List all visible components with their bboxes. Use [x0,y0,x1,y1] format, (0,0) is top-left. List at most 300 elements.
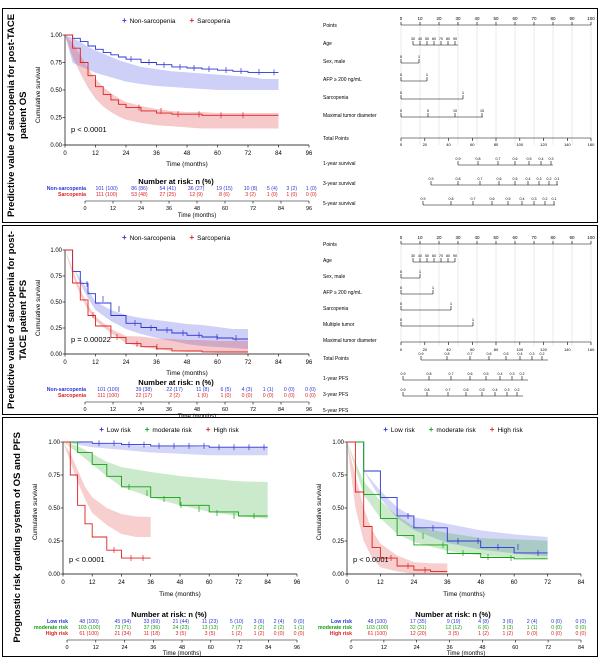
risk-cell: 12 (9) [189,192,203,198]
os-risk-table [31,177,321,223]
risk-os-pvalue: p < 0.0001 [69,555,105,564]
svg-text:12: 12 [88,580,96,586]
svg-text:0.3: 0.3 [509,372,515,376]
nomo-row-label: 5-year survival [323,201,356,207]
svg-text:0.4: 0.4 [538,157,544,161]
svg-text:50: 50 [493,235,499,240]
svg-text:0.7: 0.7 [467,352,473,356]
risk-cell: 0 (0) [305,387,316,393]
svg-text:36: 36 [150,645,157,651]
legend-key-non-sarcopenia [122,17,176,25]
svg-text:0: 0 [83,407,87,413]
nomo-row-label: Sarcopenia [323,306,349,312]
svg-text:0.2: 0.2 [539,352,545,356]
svg-text:120: 120 [540,142,547,147]
panel-risk-grading [2,417,598,657]
risk-cell: 2 (2) [253,625,265,631]
legend-marker-green: + [144,425,150,434]
svg-text:60: 60 [214,360,221,366]
svg-text:30: 30 [411,254,415,258]
nomo-row-label: Sex, male [323,59,346,65]
risk-cell: 0 (0) [551,631,562,637]
risk-cell: 0 (0) [305,393,316,399]
pfs-risk-title: Number at risk: n (%) [138,378,214,387]
svg-text:24: 24 [122,151,130,157]
svg-text:1: 1 [418,269,422,274]
nomo-row-label: Points [323,242,337,248]
svg-text:96: 96 [305,360,313,366]
risk-os-ylabel: Cumulative survival [32,483,39,541]
svg-text:0.50: 0.50 [50,88,62,94]
risk-cell: 39 (38) [135,387,152,393]
svg-text:72: 72 [236,645,243,651]
risk-cell: 1 (0) [286,192,298,198]
nomo-row-label: Age [323,41,332,47]
risk-cell: 0 (0) [305,192,317,198]
svg-text:100: 100 [516,347,524,352]
risk-pfs-table-title: Number at risk: n (%) [415,610,491,619]
risk-row-label: Sarcopenia [58,192,86,198]
svg-text:160: 160 [587,347,595,352]
svg-text:30: 30 [455,16,461,21]
svg-text:72: 72 [235,580,242,586]
svg-text:0: 0 [63,151,67,157]
risk-row-label: moderate risk [33,625,68,631]
svg-text:48: 48 [183,360,191,366]
svg-text:0.6: 0.6 [463,388,469,392]
risk-cell: 3 (5) [204,631,216,637]
row-label-os-text: Predictive value of sarcopenia for post-TACE patient OS [6,13,29,218]
svg-text:0: 0 [399,72,403,77]
svg-text:20: 20 [422,142,428,147]
risk-cell: 13 (13) [201,625,219,631]
svg-text:0: 0 [349,645,353,651]
risk-cell: 1 (0) [305,186,317,192]
risk-cell: 0 (0) [241,393,253,399]
risk-cell: 3 (5) [448,631,459,637]
risk-cell: 24 (23) [172,625,190,631]
svg-text:0.3: 0.3 [548,157,554,161]
risk-cell: 0 (0) [283,387,295,393]
svg-text:60: 60 [512,16,518,21]
risk-cell: 4 (8) [478,619,489,625]
svg-text:36: 36 [153,151,160,157]
row-label-pfs-text: Predictive value of sarcopenia for post-TACE patient PFS [6,231,29,409]
os-km-xlabel: Time (months) [166,161,208,168]
nomo-row-label: AFP ≥ 200 ng/mL [323,290,362,296]
svg-text:10: 10 [417,16,423,21]
risk-pfs-table-xlabel: Time (months) [446,651,486,657]
risk-os-legend [29,426,309,434]
nomo-row-label: Sarcopenia [323,95,349,101]
legend-marker-blue: + [121,16,127,25]
svg-text:0.5: 0.5 [526,157,532,161]
svg-text:0.3: 0.3 [529,352,535,356]
svg-text:0.75: 0.75 [50,60,62,67]
svg-text:1.00: 1.00 [50,248,62,254]
risk-cell: 101 (100) [97,387,120,393]
risk-cell: 0 (0) [283,393,295,399]
svg-text:60: 60 [432,254,436,258]
svg-text:0.8: 0.8 [448,197,454,201]
svg-text:0: 0 [399,16,403,21]
risk-cell: 11 (23) [201,619,218,625]
svg-text:48: 48 [193,407,201,413]
svg-text:0: 0 [399,347,403,352]
svg-text:0.2: 0.2 [514,388,520,392]
os-km-chart [31,13,321,183]
svg-text:40: 40 [418,37,422,41]
os-risk-title: Number at risk: n (%) [138,177,214,186]
risk-cell: 21 (44) [172,619,190,625]
risk-cell: 1 (2) [231,631,243,637]
svg-text:0: 0 [345,580,349,586]
risk-os-svg [29,434,309,604]
svg-text:24: 24 [118,580,125,586]
svg-text:0: 0 [83,206,87,212]
svg-text:84: 84 [265,645,272,651]
os-risk-table-grid [31,186,321,198]
os-km-legend [31,17,321,25]
risk-cell: 0 (0) [273,631,285,637]
svg-text:0: 0 [399,301,403,306]
legend-label-non-sarcopenia: Non-sarcopenia [129,234,176,242]
svg-text:50: 50 [493,16,499,21]
svg-text:0.1: 0.1 [551,197,557,201]
svg-text:1: 1 [461,90,465,95]
svg-text:1: 1 [431,285,435,290]
risk-cell: 1 (1) [262,387,274,393]
risk-cell: 3 (6) [253,619,265,625]
risk-cell: 48 (100) [367,619,387,625]
row-label-risk-text: Prognostic risk grading system of OS and PFS [12,431,23,643]
risk-cell: 33 (69) [143,619,160,625]
legend-marker-red: + [489,425,495,434]
os-risk-xlabel: Time (months) [177,213,217,219]
risk-cell: 12 (12) [445,625,462,631]
svg-text:0: 0 [399,90,403,95]
risk-cell: 111 (100) [95,192,118,198]
legend-label-moderate-risk: moderate risk [152,426,192,434]
risk-cell: 103 (100) [77,625,101,631]
svg-text:0.50: 0.50 [50,300,62,306]
risk-pfs-chart [313,422,593,612]
risk-cell: 10 (8) [243,186,258,192]
risk-cell: 54 (41) [159,186,176,192]
risk-pfs-table [313,610,593,656]
nomo-row-label: Multiple tumor [323,322,355,328]
svg-text:0.9: 0.9 [428,177,434,181]
svg-text:10: 10 [453,109,457,113]
legend-marker-blue: + [99,425,104,434]
svg-text:36: 36 [443,580,451,586]
legend-label-moderate-risk: moderate risk [436,426,476,434]
os-km-pvalue: p < 0.0001 [71,125,107,134]
svg-text:0: 0 [399,54,403,59]
risk-cell: 11 (8) [196,387,210,393]
svg-text:24: 24 [137,206,145,212]
risk-cell: 101 (100) [95,186,118,192]
svg-text:36: 36 [153,360,160,366]
svg-text:60: 60 [510,580,518,586]
svg-text:1: 1 [449,301,453,306]
risk-os-table-axis [29,637,309,655]
svg-text:36: 36 [147,580,155,586]
svg-text:80: 80 [493,142,499,147]
svg-text:0.4: 0.4 [517,352,523,356]
row-label-pfs [7,226,29,414]
risk-cell: 61 (100) [367,631,387,637]
legend-key-sarcopenia [190,17,231,25]
legend-label-sarcopenia: Sarcopenia [197,234,231,242]
legend-key-high-risk [206,426,239,434]
svg-text:60: 60 [512,235,518,240]
nomo-row-label: 3-year PFS [323,392,349,398]
pfs-risk-axis [31,399,321,419]
pfs-km-ylabel: Cumulative survival [35,279,42,337]
svg-text:12: 12 [92,151,99,157]
svg-text:12: 12 [109,206,117,212]
svg-text:0.7: 0.7 [445,388,451,392]
svg-text:0.25: 0.25 [48,539,60,545]
svg-text:90: 90 [453,37,457,41]
panel-os [2,8,598,223]
risk-cell: 3 (3) [502,625,514,631]
svg-text:0.25: 0.25 [50,326,62,332]
nomo-row-label: 5-year PFS [323,408,349,414]
risk-cell: 22 (17) [135,393,152,399]
svg-text:72: 72 [244,151,252,157]
risk-cell: 1 (2) [478,631,489,637]
svg-text:0.8: 0.8 [455,177,461,181]
risk-cell: 0 (0) [526,631,538,637]
risk-cell: 61 (100) [79,631,99,637]
svg-text:84: 84 [275,151,282,157]
legend-label-high-risk: High risk [213,426,239,434]
svg-text:48: 48 [183,151,191,157]
pfs-km-chart [31,230,321,390]
pfs-km-svg [31,242,321,382]
svg-text:0.00: 0.00 [50,143,62,149]
risk-cell: 0 (0) [551,619,562,625]
legend-label-high-risk: High risk [497,426,523,434]
svg-text:100: 100 [516,142,524,147]
legend-key-sarcopenia [190,234,231,242]
svg-text:60: 60 [221,206,229,212]
panel-pfs [2,225,598,415]
svg-text:0.6: 0.6 [512,157,518,161]
svg-text:60: 60 [470,347,475,352]
os-km-svg [31,25,321,173]
svg-text:0.8: 0.8 [426,372,432,376]
risk-cell: 1 (0) [266,192,278,198]
svg-text:70: 70 [439,254,443,258]
row-label-risk [7,418,29,656]
os-nomogram [323,15,595,220]
risk-cell: 45 (94) [114,619,131,625]
risk-cell: 19 (15) [216,186,233,192]
svg-text:84: 84 [277,206,285,212]
risk-cell: 6 (6) [478,625,489,631]
svg-text:24: 24 [413,645,420,651]
svg-text:0.6: 0.6 [489,197,495,201]
pfs-nomogram [323,234,595,414]
svg-text:20: 20 [422,347,428,352]
svg-text:0: 0 [399,269,403,274]
svg-text:0.2: 0.2 [546,177,552,181]
svg-text:30: 30 [411,37,415,41]
risk-cell: 36 (27) [187,186,205,192]
risk-pfs-xlabel: Time (months) [443,591,485,598]
risk-cell: 73 (71) [114,625,131,631]
svg-text:80: 80 [446,254,450,258]
svg-text:96: 96 [293,645,301,651]
svg-text:70: 70 [531,16,537,21]
risk-cell: 0 (0) [293,619,305,625]
risk-cell: 2 (4) [273,619,285,625]
svg-text:90: 90 [453,254,457,258]
nomo-row-label: Age [323,258,332,264]
svg-text:10: 10 [417,235,423,240]
risk-cell: 103 (100) [366,625,389,631]
svg-text:70: 70 [439,37,443,41]
risk-row-label: High risk [45,631,68,637]
svg-text:0.75: 0.75 [332,473,344,479]
svg-text:24: 24 [410,580,418,586]
risk-cell: 3 (6) [502,619,514,625]
risk-row-label: moderate risk [317,625,352,631]
risk-cell: 0 (0) [262,393,274,399]
risk-cell: 0 (0) [551,625,562,631]
risk-cell: 27 (25) [159,192,176,198]
svg-text:0.2: 0.2 [519,372,525,376]
svg-text:24: 24 [121,645,128,651]
svg-text:0.5: 0.5 [512,177,518,181]
risk-cell: 4 (3) [241,387,253,393]
svg-text:84: 84 [264,580,272,586]
legend-label-non-sarcopenia: Non-sarcopenia [129,17,176,25]
svg-text:0.50: 0.50 [48,506,60,512]
risk-cell: 21 (34) [114,631,131,637]
legend-marker-red: + [189,233,195,242]
svg-text:0.25: 0.25 [332,539,344,545]
nomo-row-label: Total Points [323,356,349,362]
svg-text:0: 0 [65,645,69,651]
svg-text:100: 100 [587,16,595,21]
nomo-row-label: 1-year survival [323,161,356,167]
svg-text:0.50: 0.50 [332,506,344,512]
os-km-ylabel: Cumulative survival [35,66,42,124]
nomo-row-label: 3-year survival [323,181,356,187]
risk-os-chart [29,422,309,612]
risk-pfs-ylabel: Cumulative survival [316,483,323,541]
svg-text:0.3: 0.3 [504,388,510,392]
svg-text:48: 48 [178,645,186,651]
legend-marker-blue: + [383,425,388,434]
svg-text:60: 60 [207,645,214,651]
svg-text:0.5: 0.5 [505,197,511,201]
svg-text:0: 0 [61,580,65,586]
svg-text:80: 80 [550,16,556,21]
svg-text:0: 0 [399,142,403,147]
legend-key-non-sarcopenia [122,234,176,242]
legend-key-high-risk [490,426,523,434]
svg-text:0.00: 0.00 [332,572,344,578]
svg-text:96: 96 [293,580,301,586]
pfs-risk-table-grid [31,387,321,399]
svg-text:72: 72 [244,360,252,366]
svg-text:60: 60 [205,580,213,586]
risk-cell: 9 (19) [446,619,461,625]
svg-text:0.4: 0.4 [492,388,498,392]
risk-cell: 17 (35) [409,619,427,625]
pfs-km-pvalue: p = 0.00022 [71,335,111,344]
risk-cell: 11 (18) [143,631,160,637]
legend-marker-blue: + [121,233,127,242]
svg-text:80: 80 [446,37,450,41]
svg-text:0.8: 0.8 [475,157,481,161]
risk-row-label: Low risk [330,619,352,625]
nomo-row-label: Maximal tumor diameter [323,113,377,119]
svg-text:0.4: 0.4 [525,177,531,181]
risk-cell: 1 (1) [526,625,538,631]
risk-pfs-table-grid [313,619,593,637]
svg-text:100: 100 [587,235,595,240]
svg-text:48: 48 [176,580,184,586]
risk-pfs-pvalue: p < 0.0001 [353,555,389,564]
svg-text:0.75: 0.75 [48,473,60,479]
svg-text:36: 36 [446,645,453,651]
svg-text:96: 96 [305,151,313,157]
svg-text:1: 1 [471,317,475,322]
svg-text:0.5: 0.5 [503,352,509,356]
risk-cell: 3 (2) [245,192,256,198]
svg-text:0.2: 0.2 [542,197,548,201]
risk-cell: 53 (48) [131,192,148,198]
svg-text:0: 0 [63,360,67,366]
risk-cell: 8 (6) [219,192,230,198]
risk-cell: 0 (0) [575,631,587,637]
risk-row-label: Non-sarcopenia [46,387,86,393]
risk-cell: 2 (2) [169,393,180,399]
svg-text:0.8: 0.8 [424,388,430,392]
svg-text:1: 1 [425,72,429,77]
svg-text:60: 60 [432,37,436,41]
svg-text:12: 12 [109,407,117,413]
legend-key-low-risk [383,426,415,434]
svg-text:12: 12 [380,645,387,651]
pfs-nomogram-svg [323,234,595,414]
risk-cell: 111 (100) [97,393,119,399]
svg-text:48: 48 [477,580,485,586]
svg-text:84: 84 [277,407,285,413]
svg-text:36: 36 [165,407,173,413]
svg-text:70: 70 [531,235,537,240]
risk-row-label: Sarcopenia [58,393,86,399]
pfs-km-legend [31,234,321,242]
risk-os-table-title: Number at risk: n (%) [131,610,207,619]
svg-text:0.4: 0.4 [519,197,525,201]
svg-text:96: 96 [305,206,313,212]
risk-cell: 86 (86) [131,186,148,192]
svg-text:140: 140 [563,347,571,352]
svg-text:0.8: 0.8 [444,352,450,356]
svg-text:0.3: 0.3 [531,197,537,201]
svg-text:36: 36 [165,206,173,212]
svg-text:30: 30 [455,235,461,240]
risk-cell: 1 (0) [197,393,208,399]
svg-text:0.00: 0.00 [48,572,60,578]
